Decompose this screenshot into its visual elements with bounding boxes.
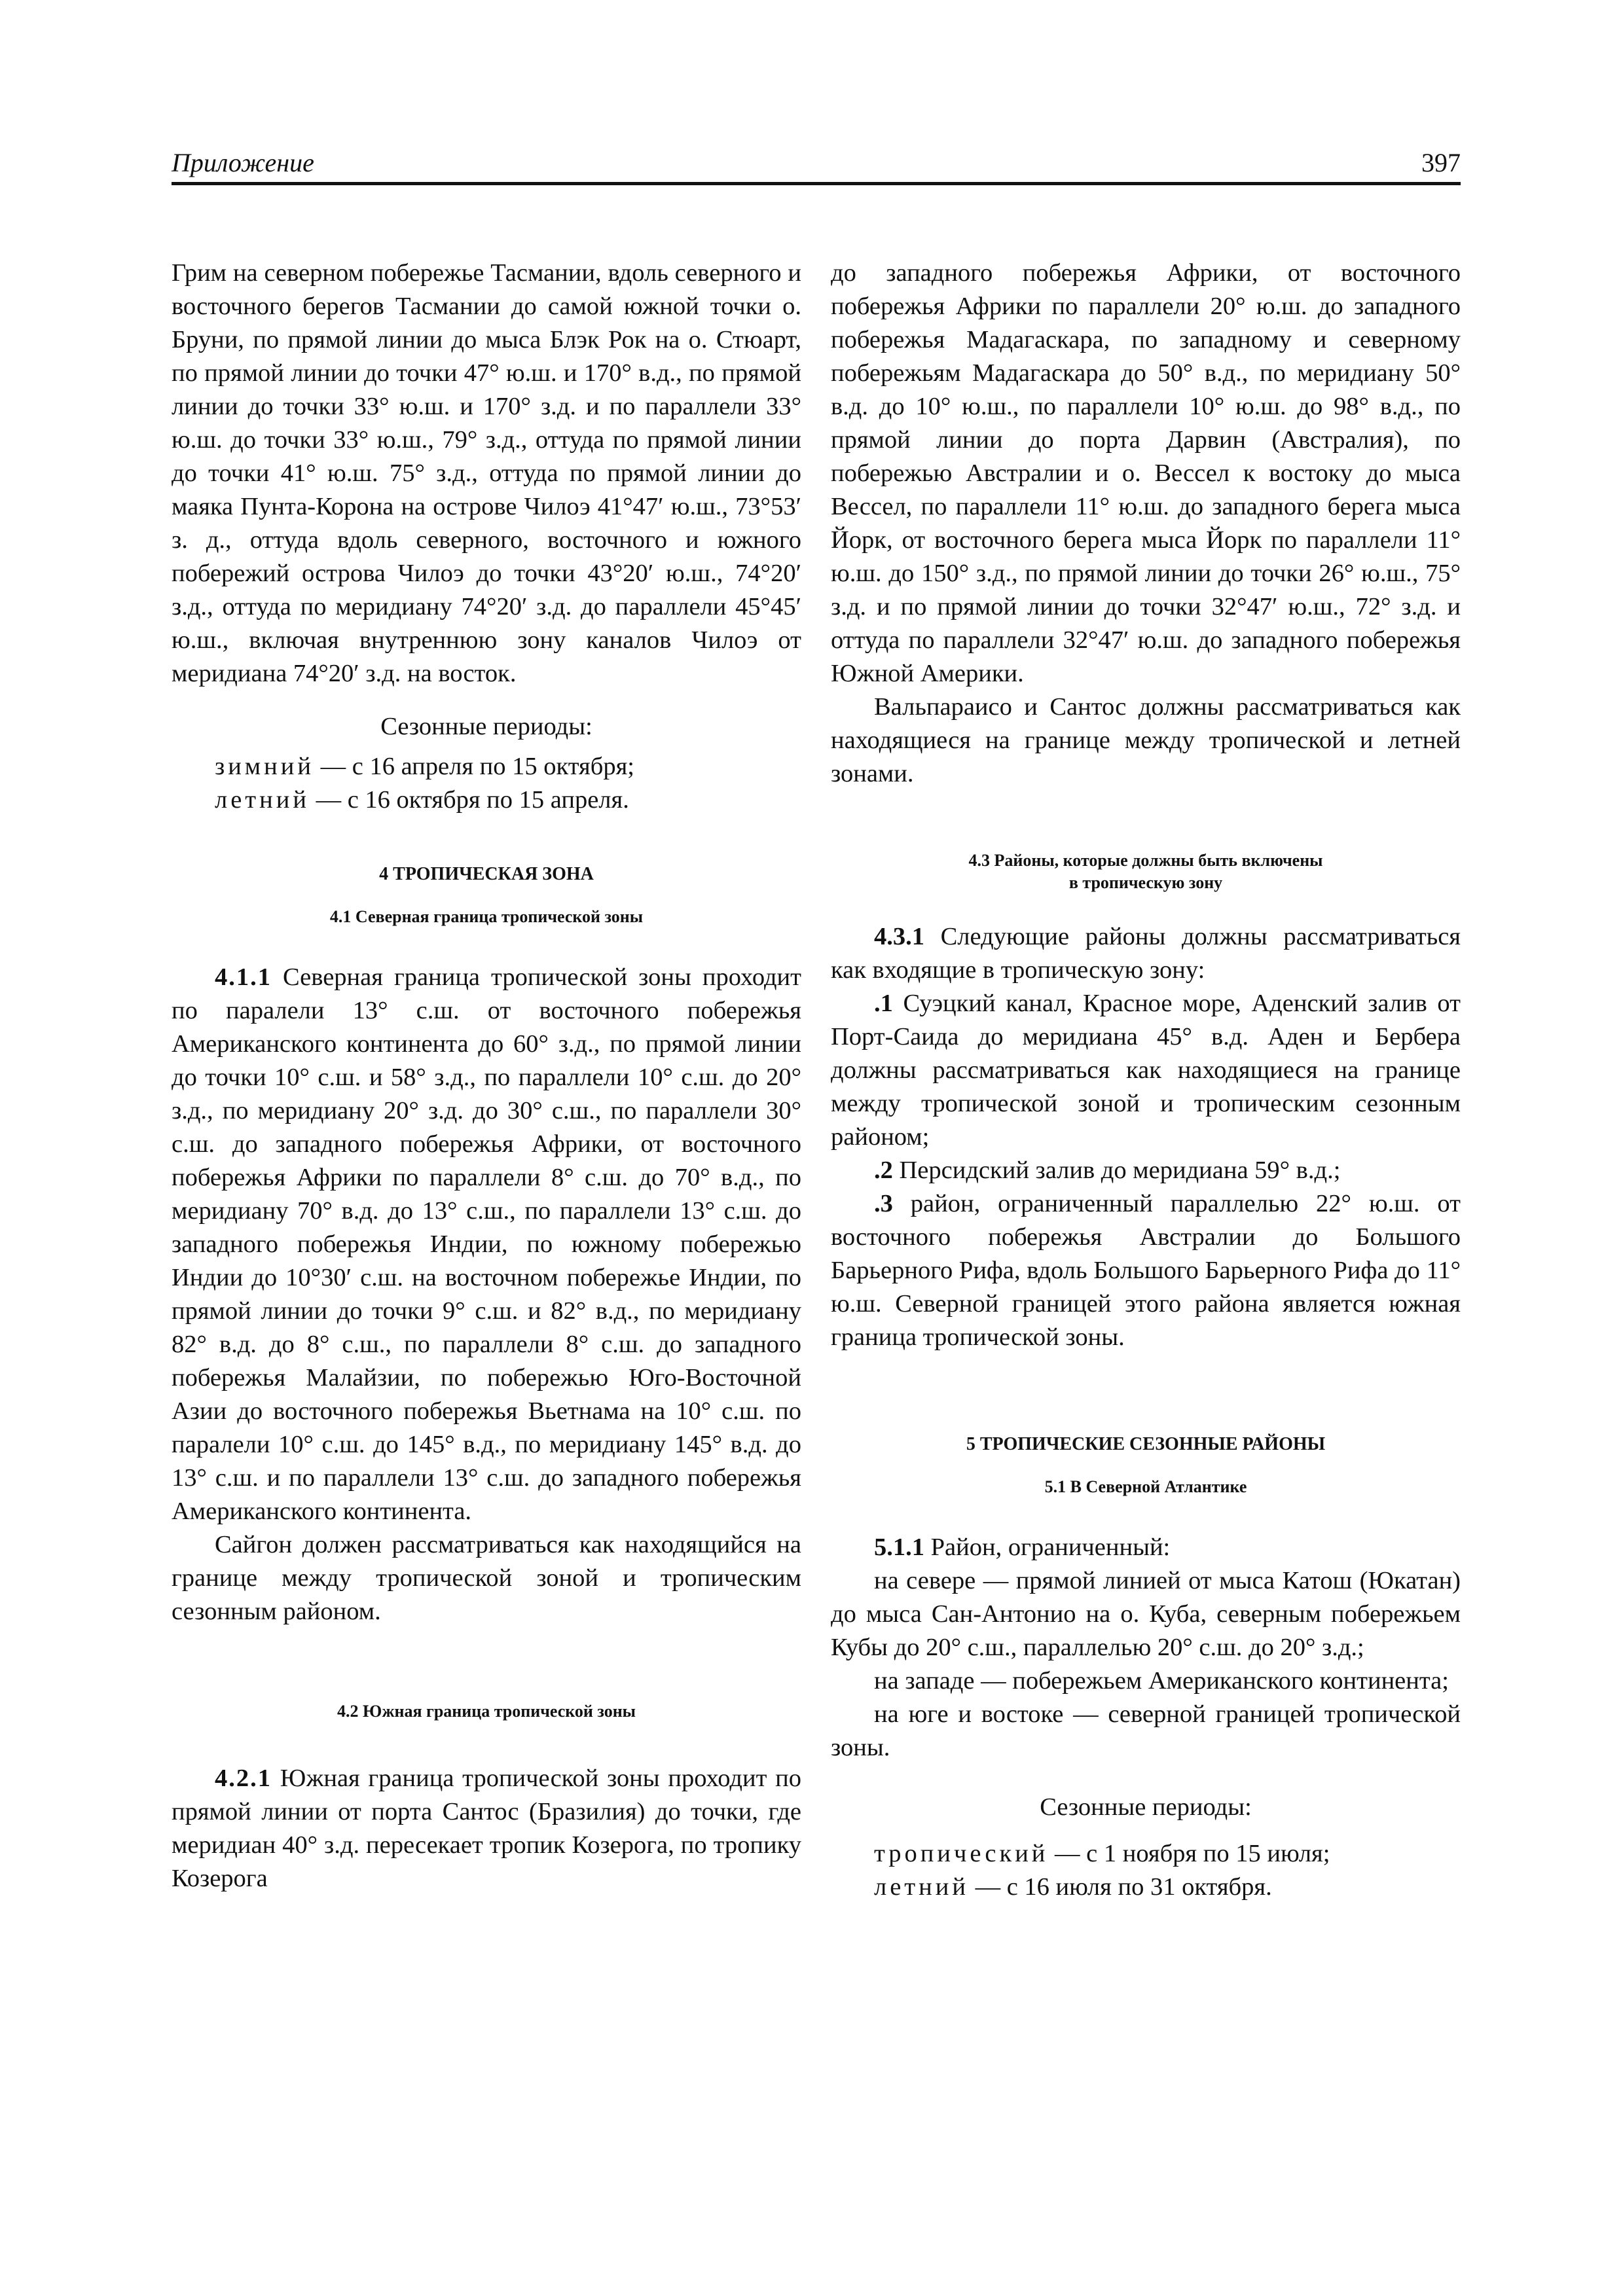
paragraph-north: на севере — прямой линией от мыса Катош (Юкатан) до мыса Сан-Антонио на о. Куба, северным побережьем Кубы до 20° с.ш., параллелью 20° с.ш. до 20° з.д.; (831, 1567, 1461, 1661)
item-number: .3 (874, 1190, 893, 1217)
paragraph-4-3-1: 4.3.1 Следующие районы должны рассматриваться как входящие в тропическую зону: (831, 923, 1461, 984)
subsection-heading: 4.1 Северная граница тропической зоны (329, 907, 644, 926)
season-name: летний (874, 1873, 969, 1901)
seasons-heading: Сезонные периоды: (1040, 1793, 1252, 1821)
paragraph-5-1-1: 5.1.1 Район, ограниченный: (874, 1534, 1171, 1561)
season-line (172, 750, 801, 783)
season-name: зимний (215, 753, 314, 780)
subsection-heading: 4.2 Южная граница тропической зоны (337, 1702, 636, 1721)
season-name: летний (215, 786, 310, 814)
season-dates: — с 16 апреля по 15 октября; (314, 753, 634, 780)
season-name: тропический (874, 1840, 1049, 1867)
paragraph-4-1-1: 4.1.1 Северная граница тропической зоны проходит по паралели 13° с.ш. от восточного побережья Американского континента до 60° з.д., по прямой линии до точки 10° с.ш. и 58° з.д., по параллели 10° с.ш. до 20° з.д., по меридиану 20° з.д. до 30° с.ш., по параллели 30° с.ш. до западного побережья Африки, от восточного побережья Африки по параллели 8° с.ш. до 70° в.д., по меридиану 70° в.д. до 13° с.ш., по параллели 13° с.ш. до западного побережья Индии, по южному побережью Индии до 10°30′ с.ш. на восточном побережье Индии, по прямой линии до точки 9° с.ш. и 82° в.д., по меридиану 82° в.д. до 8° с.ш., по параллели 8° с.ш. до западного побережья Малайзии, по побережью Юго-Восточной Азии до восточного побережья Вьетнама на 10° с.ш. по паралели 10° с.ш. до 145° в.д., по меридиану 145° в.д. до 13° с.ш. и по параллели 13° с.ш. до западного побережья Американского континента. (172, 963, 801, 1525)
list-item: .1 Суэцкий канал, Красное море, Аденский залив от Порт-Саида до меридиана 45° в.д. Аден и Бербера должны рассматриваться как находящиеся на границе между тропической зоной и тропическим сезонным районом; (831, 990, 1461, 1151)
right-column (831, 257, 1461, 1904)
clause-number: 4.2.1 (215, 1765, 272, 1792)
seasons-heading: Сезонные периоды: (380, 713, 593, 740)
season-line (172, 783, 801, 817)
page-header (172, 145, 1461, 185)
item-number: .2 (874, 1157, 893, 1184)
section-heading: 4 ТРОПИЧЕСКАЯ ЗОНА (379, 864, 594, 884)
paragraph-continued: до западного побережья Африки, от восточного побережья Африки по параллели 20° ю.ш. до западного побережья Мадагаскара, по западному и северному побережьям Мадагаскара до 50° в.д., по меридиану 50° в.д. до 10° ю.ш., по параллели 10° ю.ш. до 98° в.д., по прямой линии до порта Дарвин (Австралия), по побережью Австралии и о. Вессел к востоку до мыса Вессел, по параллели 11° ю.ш. до западного берега мыса Йорк, от восточного берега мыса Йорк по параллели 11° ю.ш. до 150° з.д., по прямой линии до точки 26° ю.ш., 75° з.д. и по прямой линии до точки 32°47′ ю.ш., 72° з.д. и оттуда по параллели 32°47′ ю.ш. до западного побережья Южной Америки. (831, 259, 1461, 687)
section-heading: 5 ТРОПИЧЕСКИЕ СЕЗОННЫЕ РАЙОНЫ (966, 1434, 1326, 1454)
list-item: .2 Персидский залив до меридиана 59° в.д.; (874, 1157, 1341, 1184)
running-title: Приложение (172, 148, 314, 177)
subsection-heading: 4.3 Районы, которые должны быть включены в тропическую зону (968, 851, 1323, 892)
paragraph-south-east: на юге и востоке — северной границей тропической зоны. (831, 1700, 1461, 1761)
paragraph-saigon: Сайгон должен рассматриваться как находящийся на границе между тропической зоной и тропическим сезонным районом. (172, 1531, 801, 1625)
page-number: 397 (1421, 148, 1461, 177)
item-number: .1 (874, 990, 893, 1017)
paragraph-intro: Грим на северном побережье Тасмании, вдоль северного и восточного берегов Тасмании до самой южной точки о. Бруни, по прямой линии до мыса Блэк Рок на о. Стюарт, по прямой линии до точки 47° ю.ш. и 170° в.д., по прямой линии до точки 33° ю.ш. и 170° з.д. и по параллели 33° ю.ш. до точки 33° ю.ш., 79° з.д., оттуда по прямой линии до точки 41° ю.ш. 75° з.д., оттуда по прямой линии до маяка Пунта-Корона на острове Чилоэ 41°47′ ю.ш., 73°53′ з. д., оттуда вдоль северного, восточного и южного побережий острова Чилоэ до точки 43°20′ ю.ш., 74°20′ з.д., оттуда по меридиану 74°20′ з.д. до параллели 45°45′ ю.ш., включая внутреннюю зону каналов Чилоэ от меридиана 74°20′ з.д. на восток. (172, 259, 801, 687)
season-dates: — с 1 ноября по 15 июля; (1048, 1840, 1330, 1867)
season-dates: — с 16 июля по 31 октября. (968, 1873, 1272, 1901)
clause-number: 4.1.1 (215, 963, 272, 991)
paragraph-valparaiso: Вальпараисо и Сантос должны рассматриваться как находящиеся на границе между тропической и летней зонами. (831, 693, 1461, 787)
left-column (172, 257, 801, 1895)
paragraph-west: на западе — побережьем Американского континента; (874, 1667, 1449, 1695)
paragraph-4-2-1: 4.2.1 Южная граница тропической зоны проходит по прямой линии от порта Сантос (Бразилия) до точки, где меридиан 40° з.д. пересекает тропик Козерога, по тропику Козерога (172, 1765, 801, 1892)
clause-number: 4.3.1 (874, 923, 924, 950)
subsection-heading: 5.1 В Северной Атлантике (1044, 1477, 1247, 1496)
season-dates: — с 16 октября по 15 апреля. (309, 786, 629, 814)
season-line (831, 1837, 1461, 1871)
clause-number: 5.1.1 (874, 1534, 924, 1561)
list-item: .3 район, ограниченный параллелью 22° ю.ш. от восточного побережья Австралии до Большого Барьерного Рифа, вдоль Большого Барьерного Рифа до 11° ю.ш. Северной границей этого района является южная граница тропической зоны. (831, 1190, 1461, 1351)
season-line (831, 1871, 1461, 1904)
